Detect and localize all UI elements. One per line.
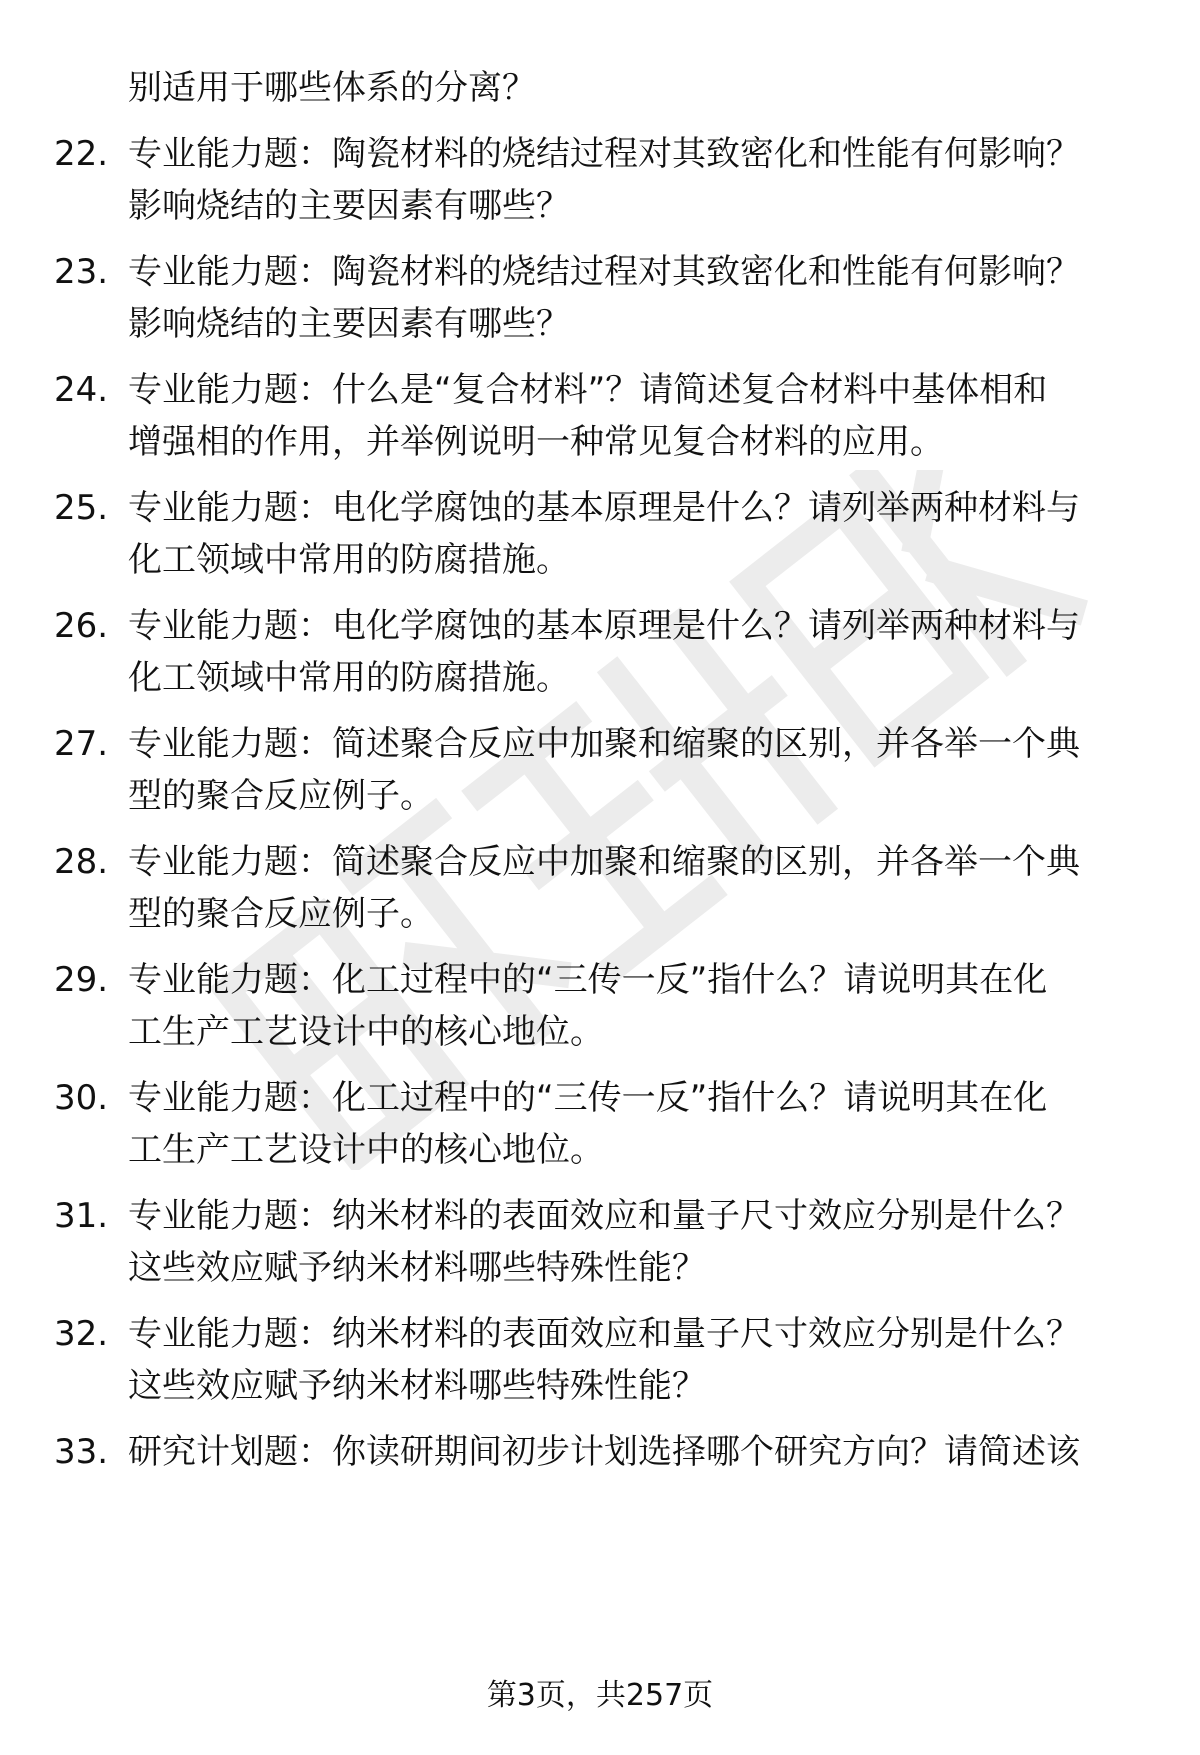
item-text: 专业能力题：什么是“复合材料”？请简述复合材料中基体相和 增强相的作用，并举例说明一种常见复合材料的应用。	[128, 370, 1048, 462]
item-number: 23.	[54, 252, 109, 292]
item-number: 31.	[54, 1196, 109, 1236]
item-text: 专业能力题：陶瓷材料的烧结过程对其致密化和性能有何影响？ 影响烧结的主要因素有哪些？	[128, 134, 1080, 226]
item-text: 专业能力题：化工过程中的“三传一反”指什么？请说明其在化 工生产工艺设计中的核心地位。	[128, 960, 1048, 1052]
item-text: 研究计划题：你读研期间初步计划选择哪个研究方向？请简述该	[128, 1432, 1080, 1472]
item-text: 专业能力题：简述聚合反应中加聚和缩聚的区别，并各举一个典 型的聚合反应例子。	[128, 724, 1080, 816]
item-text: 专业能力题：纳米材料的表面效应和量子尺寸效应分别是什么？ 这些效应赋予纳米材料哪些特殊性能？	[128, 1314, 1080, 1406]
item-text: 专业能力题：纳米材料的表面效应和量子尺寸效应分别是什么？ 这些效应赋予纳米材料哪些特殊性能？	[128, 1196, 1080, 1288]
item-text: 专业能力题：电化学腐蚀的基本原理是什么？请列举两种材料与 化工领域中常用的防腐措施。	[128, 606, 1080, 698]
page-number: 第3页，共257页	[486, 1678, 714, 1713]
item-number: 27.	[54, 724, 109, 764]
continuation-text: 别适用于哪些体系的分离？	[128, 68, 536, 108]
item-number: 28.	[54, 842, 109, 882]
item-number: 25.	[54, 488, 109, 528]
item-number: 26.	[54, 606, 109, 646]
item-number: 30.	[54, 1078, 109, 1118]
item-number: 29.	[54, 960, 109, 1000]
item-text: 专业能力题：电化学腐蚀的基本原理是什么？请列举两种材料与 化工领域中常用的防腐措施。	[128, 488, 1080, 580]
item-number: 22.	[54, 134, 109, 174]
item-number: 24.	[54, 370, 109, 410]
item-text: 专业能力题：化工过程中的“三传一反”指什么？请说明其在化 工生产工艺设计中的核心地位。	[128, 1078, 1048, 1170]
item-text: 专业能力题：陶瓷材料的烧结过程对其致密化和性能有何影响？ 影响烧结的主要因素有哪些？	[128, 252, 1080, 344]
item-number: 32.	[54, 1314, 109, 1354]
item-text: 专业能力题：简述聚合反应中加聚和缩聚的区别，并各举一个典 型的聚合反应例子。	[128, 842, 1080, 934]
item-number: 33.	[54, 1432, 109, 1472]
